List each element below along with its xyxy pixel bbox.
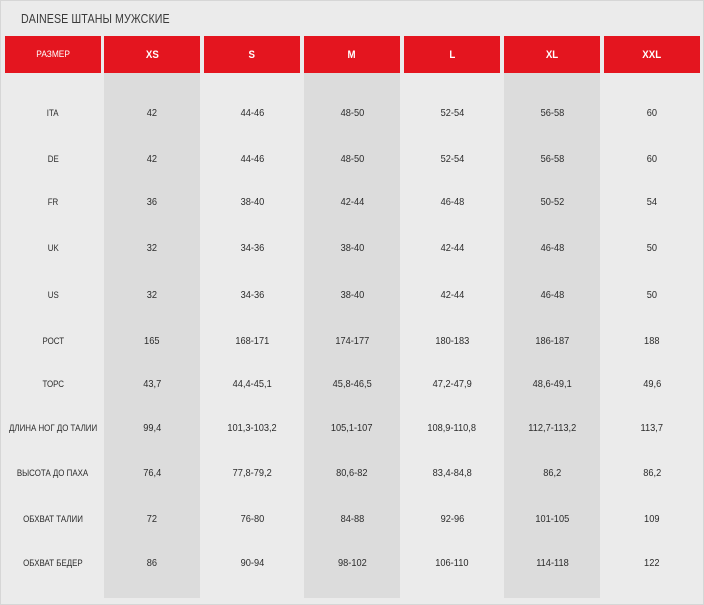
cell-value: 50 <box>646 242 658 254</box>
cell-value: 105,1-107 <box>331 422 373 434</box>
table-cell <box>304 331 400 351</box>
header-size-xxl <box>604 36 700 73</box>
header-text: XXL <box>642 48 662 61</box>
cell-value: 46-48 <box>440 196 464 208</box>
cell-value: 174-177 <box>335 335 369 347</box>
row-label <box>5 509 101 529</box>
table-cell <box>404 509 500 529</box>
table-cell <box>104 103 200 123</box>
header-size-m <box>304 36 400 73</box>
cell-value: 34-36 <box>240 289 264 301</box>
cell-value: 36 <box>146 196 158 208</box>
table-cell <box>404 463 500 483</box>
table-cell <box>404 103 500 123</box>
cell-value: 98-102 <box>337 557 367 569</box>
table-cell <box>204 509 300 529</box>
table-cell <box>304 463 400 483</box>
table-cell <box>104 509 200 529</box>
cell-value: 48,6-49,1 <box>532 378 572 390</box>
table-cell <box>504 192 600 212</box>
table-cell <box>404 149 500 169</box>
cell-value: 42 <box>146 107 158 119</box>
table-cell <box>304 553 400 573</box>
header-size-xl <box>504 36 600 73</box>
table-cell <box>104 553 200 573</box>
row-label <box>5 418 101 438</box>
cell-value: 46-48 <box>540 242 564 254</box>
cell-value: 32 <box>146 242 158 254</box>
cell-value: 101-105 <box>535 513 569 525</box>
table-cell <box>304 103 400 123</box>
table-cell <box>304 285 400 305</box>
cell-value: 188 <box>644 335 660 347</box>
cell-value: 122 <box>644 557 660 569</box>
cell-value: 49,6 <box>643 378 661 390</box>
row-label <box>5 149 101 169</box>
cell-value: 76-80 <box>240 513 264 525</box>
cell-value: 38-40 <box>240 196 264 208</box>
cell-value: 86,2 <box>543 467 561 479</box>
cell-value: 186-187 <box>535 335 569 347</box>
table-cell <box>104 238 200 258</box>
row-label-text: UK <box>47 243 59 253</box>
cell-value: 42-44 <box>440 289 464 301</box>
table-cell <box>104 418 200 438</box>
table-cell <box>104 192 200 212</box>
cell-value: 52-54 <box>440 153 464 165</box>
table-cell <box>204 331 300 351</box>
cell-value: 108,9-110,8 <box>427 422 477 434</box>
row-label-text: ТОРС <box>42 379 64 389</box>
cell-value: 109 <box>644 513 660 525</box>
cell-value: 86 <box>146 557 158 569</box>
table-cell <box>604 285 700 305</box>
row-label-text: DE <box>47 154 59 164</box>
cell-value: 56-58 <box>540 107 564 119</box>
table-cell <box>104 149 200 169</box>
table-cell <box>604 192 700 212</box>
cell-value: 114-118 <box>535 557 569 569</box>
table-cell <box>104 331 200 351</box>
header-label <box>5 36 101 73</box>
table-cell <box>604 374 700 394</box>
row-label <box>5 192 101 212</box>
table-cell <box>304 374 400 394</box>
table-cell <box>304 192 400 212</box>
header-text: M <box>347 48 357 61</box>
cell-value: 77,8-79,2 <box>232 467 272 479</box>
table-cell <box>604 418 700 438</box>
header-size-xs <box>104 36 200 73</box>
cell-value: 60 <box>646 107 658 119</box>
cell-value: 54 <box>646 196 658 208</box>
table-cell <box>204 418 300 438</box>
table-cell <box>404 285 500 305</box>
table-cell <box>204 463 300 483</box>
table-cell <box>404 192 500 212</box>
cell-value: 32 <box>146 289 158 301</box>
table-cell <box>304 149 400 169</box>
cell-value: 47,2-47,9 <box>432 378 472 390</box>
row-label <box>5 463 101 483</box>
cell-value: 44-46 <box>240 153 264 165</box>
cell-value: 44,4-45,1 <box>232 378 272 390</box>
cell-value: 90-94 <box>240 557 264 569</box>
chart-title: DAINESE ШТАНЫ МУЖСКИЕ <box>21 11 170 26</box>
table-cell <box>504 463 600 483</box>
table-cell <box>504 149 600 169</box>
header-size-l <box>404 36 500 73</box>
table-cell <box>404 331 500 351</box>
table-cell <box>404 238 500 258</box>
cell-value: 42-44 <box>340 196 364 208</box>
table-cell <box>504 418 600 438</box>
cell-value: 76,4 <box>143 467 161 479</box>
cell-value: 165 <box>144 335 160 347</box>
cell-value: 48-50 <box>340 153 364 165</box>
row-label <box>5 238 101 258</box>
table-cell <box>604 509 700 529</box>
table-cell <box>504 103 600 123</box>
table-cell <box>204 149 300 169</box>
table-cell <box>204 285 300 305</box>
table-cell <box>604 553 700 573</box>
cell-value: 80,6-82 <box>336 467 368 479</box>
cell-value: 101,3-103,2 <box>227 422 277 434</box>
row-label-text: ОБХВАТ БЕДЕР <box>23 558 83 568</box>
table-cell <box>504 374 600 394</box>
cell-value: 38-40 <box>340 289 364 301</box>
row-label-text: РОСТ <box>42 336 64 346</box>
cell-value: 92-96 <box>440 513 464 525</box>
cell-value: 86,2 <box>643 467 661 479</box>
row-label-text: ВЫСОТА ДО ПАХА <box>17 468 89 478</box>
row-label <box>5 553 101 573</box>
cell-value: 45,8-46,5 <box>332 378 372 390</box>
table-cell <box>204 553 300 573</box>
cell-value: 113,7 <box>640 422 664 434</box>
cell-value: 42-44 <box>440 242 464 254</box>
cell-value: 72 <box>146 513 158 525</box>
table-cell <box>604 238 700 258</box>
cell-value: 56-58 <box>540 153 564 165</box>
row-label-text: ITA <box>47 108 59 118</box>
cell-value: 34-36 <box>240 242 264 254</box>
table-cell <box>404 418 500 438</box>
header-text: РАЗМЕР <box>36 49 70 60</box>
table-cell <box>104 374 200 394</box>
row-label-text: ДЛИНА НОГ ДО ТАЛИИ <box>8 423 98 433</box>
table-cell <box>204 374 300 394</box>
table-cell <box>204 192 300 212</box>
cell-value: 46-48 <box>540 289 564 301</box>
table-cell <box>404 553 500 573</box>
cell-value: 50 <box>646 289 658 301</box>
cell-value: 83,4-84,8 <box>432 467 472 479</box>
table-cell <box>304 418 400 438</box>
table-cell <box>604 149 700 169</box>
row-label-text: FR <box>47 197 59 207</box>
cell-value: 43,7 <box>143 378 161 390</box>
row-label <box>5 103 101 123</box>
row-label <box>5 374 101 394</box>
cell-value: 112,7-113,2 <box>528 422 576 434</box>
table-cell <box>204 238 300 258</box>
table-cell <box>504 509 600 529</box>
row-label <box>5 285 101 305</box>
table-cell <box>604 331 700 351</box>
cell-value: 52-54 <box>440 107 464 119</box>
cell-value: 44-46 <box>240 107 264 119</box>
cell-value: 50-52 <box>540 196 564 208</box>
cell-value: 60 <box>646 153 658 165</box>
table-cell <box>604 463 700 483</box>
table-cell <box>504 285 600 305</box>
header-size-s <box>204 36 300 73</box>
table-cell <box>504 553 600 573</box>
cell-value: 99,4 <box>143 422 161 434</box>
table-cell <box>304 509 400 529</box>
table-cell <box>304 238 400 258</box>
table-cell <box>604 103 700 123</box>
cell-value: 84-88 <box>340 513 364 525</box>
cell-value: 42 <box>146 153 158 165</box>
header-text: XL <box>545 48 559 61</box>
table-cell <box>104 285 200 305</box>
cell-value: 106-110 <box>435 557 469 569</box>
header-text: XS <box>145 48 159 61</box>
row-label-text: US <box>47 290 59 300</box>
cell-value: 168-171 <box>235 335 269 347</box>
row-label-text: ОБХВАТ ТАЛИИ <box>23 514 83 524</box>
table-cell <box>204 103 300 123</box>
cell-value: 48-50 <box>340 107 364 119</box>
header-text: L <box>449 48 455 61</box>
cell-value: 38-40 <box>340 242 364 254</box>
table-cell <box>104 463 200 483</box>
table-cell <box>404 374 500 394</box>
table-cell <box>504 238 600 258</box>
row-label <box>5 331 101 351</box>
header-text: S <box>248 48 256 61</box>
table-cell <box>504 331 600 351</box>
cell-value: 180-183 <box>435 335 469 347</box>
